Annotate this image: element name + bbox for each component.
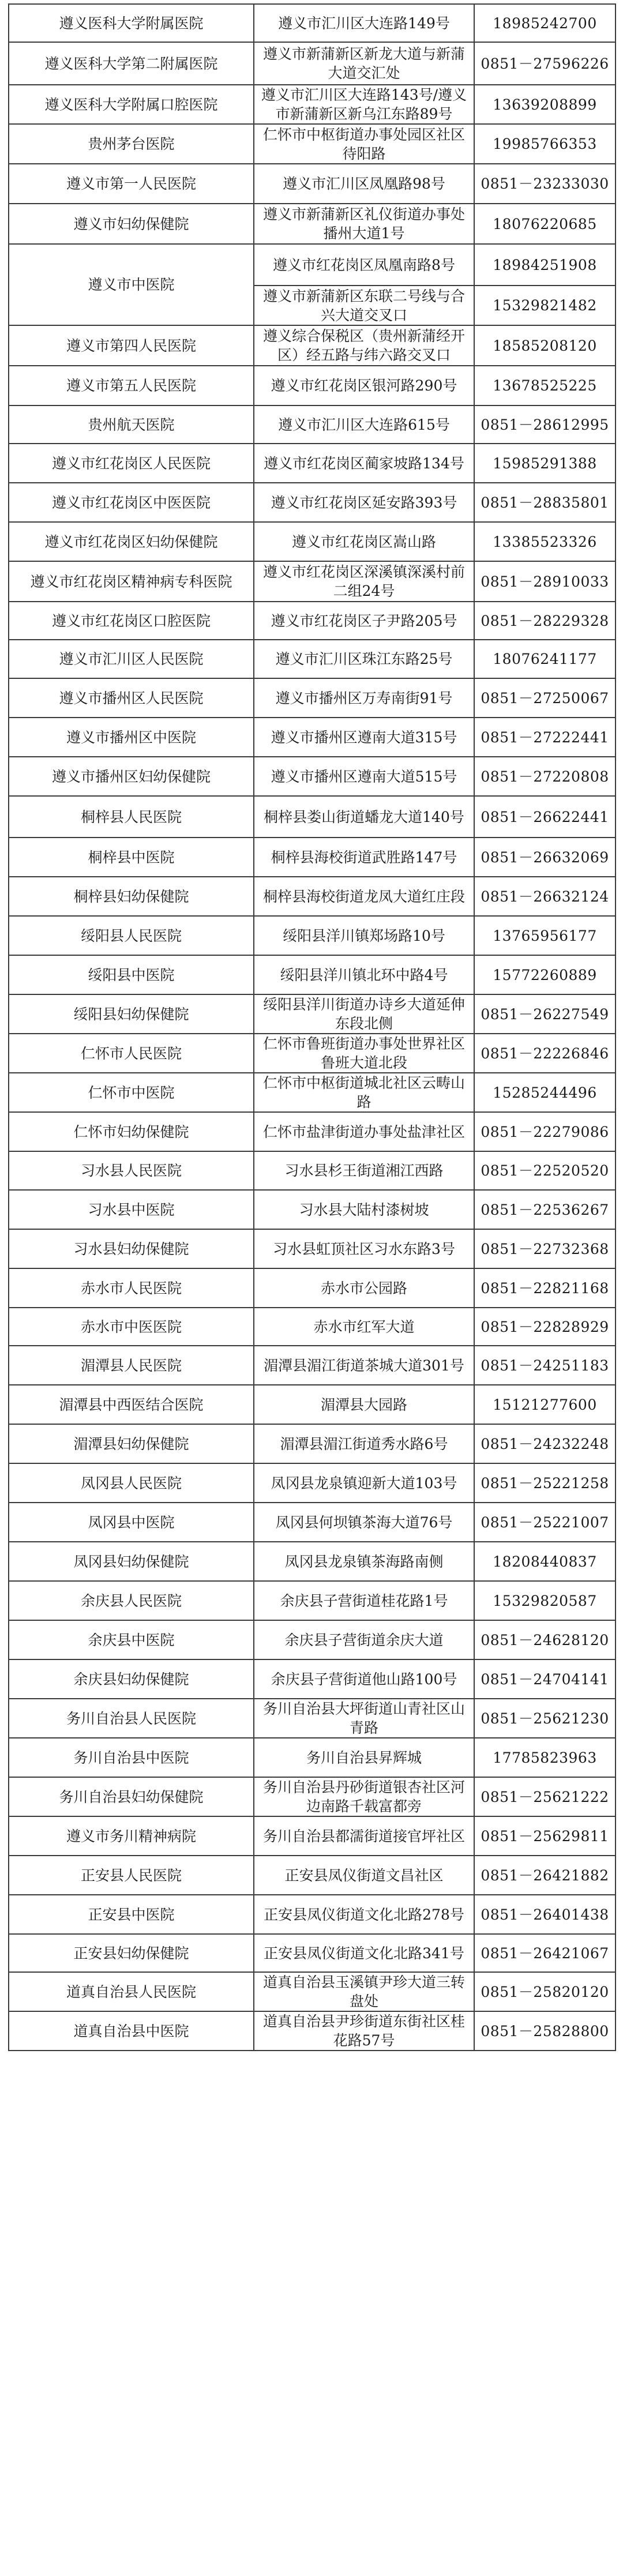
phone-cell: 0851－28612995 — [474, 405, 616, 444]
address-cell: 习水县虹顶社区习水东路3号 — [254, 1229, 474, 1268]
table-row — [9, 1385, 616, 1424]
phone-cell: 0851－26421067 — [474, 1934, 616, 1972]
address-cell: 仁怀市中枢街道城北社区云畴山路 — [254, 1073, 474, 1112]
address-cell: 遵义市播州区万寿南街91号 — [254, 678, 474, 718]
table-row — [9, 1581, 616, 1620]
table-row — [9, 1346, 616, 1385]
table-row — [9, 1151, 616, 1190]
hospital-name-cell: 遵义市第四人民医院 — [9, 325, 254, 366]
phone-cell: 13385523326 — [474, 522, 616, 561]
phone-cell: 15329820587 — [474, 1581, 616, 1620]
hospital-name-cell: 遵义市红花岗区精神病专科医院 — [9, 561, 254, 602]
table-row — [9, 640, 616, 678]
phone-cell: 0851－24704141 — [474, 1659, 616, 1699]
address-cell: 遵义市红花岗区蔺家坡路134号 — [254, 444, 474, 483]
table-row — [9, 4, 616, 42]
table-row — [9, 1972, 616, 2011]
table-row — [9, 1073, 616, 1112]
hospital-name-cell: 绥阳县妇幼保健院 — [9, 994, 254, 1034]
table-row — [9, 718, 616, 757]
hospital-name-cell: 正安县人民医院 — [9, 1856, 254, 1895]
address-cell: 桐梓县海校街道龙凤大道红庄段 — [254, 877, 474, 916]
phone-cell: 15329821482 — [474, 286, 616, 325]
phone-cell: 0851－22821168 — [474, 1268, 616, 1308]
table-row — [9, 85, 616, 124]
phone-cell: 0851－28229328 — [474, 602, 616, 640]
address-cell: 务川自治县大坪街道山青社区山青路 — [254, 1699, 474, 1738]
phone-cell: 15121277600 — [474, 1385, 616, 1424]
table-row — [9, 1856, 616, 1895]
address-cell: 桐梓县海校街道武胜路147号 — [254, 838, 474, 877]
phone-cell: 13765956177 — [474, 916, 616, 955]
phone-cell: 0851－24232248 — [474, 1424, 616, 1463]
table-row — [9, 1659, 616, 1699]
hospital-name-cell: 务川自治县妇幼保健院 — [9, 1777, 254, 1816]
phone-cell: 0851－26632069 — [474, 838, 616, 877]
table-row — [9, 1034, 616, 1073]
address-cell: 凤冈县龙泉镇茶海路南侧 — [254, 1542, 474, 1581]
phone-cell: 0851－26622441 — [474, 796, 616, 838]
phone-cell: 15285244496 — [474, 1073, 616, 1112]
address-cell: 务川自治县都濡街道接官坪社区 — [254, 1816, 474, 1856]
hospital-name-cell: 凤冈县中医院 — [9, 1503, 254, 1542]
address-cell: 遵义市汇川区珠江东路25号 — [254, 640, 474, 678]
address-cell: 仁怀市中枢街道办事处园区社区待阳路 — [254, 124, 474, 164]
address-cell: 习水县大陆村漆树坡 — [254, 1190, 474, 1229]
hospital-name-cell: 遵义市第五人民医院 — [9, 366, 254, 405]
address-cell: 遵义市红花岗区深溪镇深溪村前二组24号 — [254, 561, 474, 602]
hospital-name-cell: 遵义市妇幼保健院 — [9, 204, 254, 244]
table-row — [9, 916, 616, 955]
hospital-name-cell: 遵义医科大学附属医院 — [9, 4, 254, 42]
table-row — [9, 1816, 616, 1856]
hospital-name-cell: 桐梓县妇幼保健院 — [9, 877, 254, 916]
table-row — [9, 678, 616, 718]
address-cell: 遵义市播州区遵南大道515号 — [254, 757, 474, 796]
phone-cell: 15985291388 — [474, 444, 616, 483]
address-cell: 遵义市红花岗区银河路290号 — [254, 366, 474, 405]
phone-cell: 0851－22520520 — [474, 1151, 616, 1190]
phone-cell: 0851－25629811 — [474, 1816, 616, 1856]
hospital-name-cell: 绥阳县中医院 — [9, 955, 254, 994]
address-cell: 湄潭县大园路 — [254, 1385, 474, 1424]
table-row — [9, 994, 616, 1034]
phone-cell: 13639208899 — [474, 85, 616, 124]
address-cell: 正安县凤仪街道文昌社区 — [254, 1856, 474, 1895]
address-cell: 遵义市红花岗区子尹路205号 — [254, 602, 474, 640]
address-cell: 余庆县子营街道桂花路1号 — [254, 1581, 474, 1620]
phone-cell: 0851－27222441 — [474, 718, 616, 757]
table-row — [9, 1112, 616, 1151]
hospital-name-cell: 遵义市播州区人民医院 — [9, 678, 254, 718]
hospital-name-cell: 绥阳县人民医院 — [9, 916, 254, 955]
hospital-name-cell: 正安县妇幼保健院 — [9, 1934, 254, 1972]
hospital-name-cell: 凤冈县人民医院 — [9, 1463, 254, 1503]
address-cell: 遵义综合保税区（贵州新蒲经开区）经五路与纬六路交叉口 — [254, 325, 474, 366]
address-cell: 务川自治县昇辉城 — [254, 1738, 474, 1777]
hospital-name-cell: 余庆县妇幼保健院 — [9, 1659, 254, 1699]
phone-cell: 0851－25820120 — [474, 1972, 616, 2011]
hospital-name-cell: 桐梓县中医院 — [9, 838, 254, 877]
address-cell: 绥阳县洋川镇北环中路4号 — [254, 955, 474, 994]
table-row — [9, 522, 616, 561]
table-row — [9, 2011, 616, 2051]
hospital-name-cell: 遵义医科大学第二附属医院 — [9, 42, 254, 85]
phone-cell: 0851－25828800 — [474, 2011, 616, 2051]
address-cell: 务川自治县丹砂街道银杏社区河边南路千载富都旁 — [254, 1777, 474, 1816]
hospital-name-cell: 正安县中医院 — [9, 1895, 254, 1934]
address-cell: 遵义市红花岗区嵩山路 — [254, 522, 474, 561]
table-row — [9, 483, 616, 522]
table-row — [9, 444, 616, 483]
table-row — [9, 838, 616, 877]
address-cell: 遵义市红花岗区延安路393号 — [254, 483, 474, 522]
phone-cell: 0851－26632124 — [474, 877, 616, 916]
hospital-name-cell: 务川自治县人民医院 — [9, 1699, 254, 1738]
address-cell: 凤冈县何坝镇茶海大道76号 — [254, 1503, 474, 1542]
hospital-name-cell: 习水县妇幼保健院 — [9, 1229, 254, 1268]
address-cell: 遵义市汇川区大连路615号 — [254, 405, 474, 444]
hospital-name-cell: 遵义医科大学附属口腔医院 — [9, 85, 254, 124]
phone-cell: 0851－27250067 — [474, 678, 616, 718]
address-cell: 仁怀市鲁班街道办事处世界社区鲁班大道北段 — [254, 1034, 474, 1073]
phone-cell: 0851－22279086 — [474, 1112, 616, 1151]
address-cell: 余庆县子营街道他山路100号 — [254, 1659, 474, 1699]
table-row — [9, 204, 616, 244]
table-row — [9, 42, 616, 85]
hospital-name-cell: 仁怀市妇幼保健院 — [9, 1112, 254, 1151]
hospital-table-body — [9, 4, 616, 2051]
hospital-name-cell: 务川自治县中医院 — [9, 1738, 254, 1777]
hospital-name-cell: 遵义市务川精神病院 — [9, 1816, 254, 1856]
table-row — [9, 1699, 616, 1738]
address-cell: 正安县凤仪街道文化北路278号 — [254, 1895, 474, 1934]
hospital-name-cell: 余庆县中医院 — [9, 1620, 254, 1659]
address-cell: 习水县杉王街道湘江西路 — [254, 1151, 474, 1190]
hospital-name-cell: 遵义市汇川区人民医院 — [9, 640, 254, 678]
hospital-name-cell: 遵义市第一人民医院 — [9, 164, 254, 204]
phone-cell: 0851－24251183 — [474, 1346, 616, 1385]
table-row — [9, 405, 616, 444]
table-row — [9, 1229, 616, 1268]
address-cell: 凤冈县龙泉镇迎新大道103号 — [254, 1463, 474, 1503]
hospital-name-cell: 赤水市人民医院 — [9, 1268, 254, 1308]
table-row — [9, 1503, 616, 1542]
phone-cell: 0851－25221258 — [474, 1463, 616, 1503]
address-cell: 遵义市红花岗区凤凰南路8号 — [254, 244, 474, 286]
phone-cell: 0851－24628120 — [474, 1620, 616, 1659]
hospital-name-cell: 遵义市红花岗区口腔医院 — [9, 602, 254, 640]
phone-cell: 19985766353 — [474, 124, 616, 164]
hospital-name-cell: 道真自治县人民医院 — [9, 1972, 254, 2011]
table-row — [9, 955, 616, 994]
phone-cell: 17785823963 — [474, 1738, 616, 1777]
phone-cell: 18076220685 — [474, 204, 616, 244]
table-row — [9, 325, 616, 366]
hospital-name-cell: 道真自治县中医院 — [9, 2011, 254, 2051]
phone-cell: 0851－26401438 — [474, 1895, 616, 1934]
hospital-name-cell: 贵州茅台医院 — [9, 124, 254, 164]
table-row — [9, 164, 616, 204]
address-cell: 道真自治县玉溪镇尹珍大道三转盘处 — [254, 1972, 474, 2011]
phone-cell: 0851－25621230 — [474, 1699, 616, 1738]
phone-cell: 0851－25621222 — [474, 1777, 616, 1816]
address-cell: 遵义市汇川区大连路143号/遵义市新蒲新区新乌江东路89号 — [254, 85, 474, 124]
phone-cell: 18076241177 — [474, 640, 616, 678]
phone-cell: 18985242700 — [474, 4, 616, 42]
table-row — [9, 1268, 616, 1308]
hospital-table — [8, 3, 616, 2051]
table-row — [9, 757, 616, 796]
address-cell: 遵义市汇川区凤凰路98号 — [254, 164, 474, 204]
hospital-name-cell: 湄潭县人民医院 — [9, 1346, 254, 1385]
table-row — [9, 561, 616, 602]
phone-cell: 18585208120 — [474, 325, 616, 366]
hospital-name-cell: 遵义市播州区中医院 — [9, 718, 254, 757]
hospital-name-cell: 湄潭县中西医结合医院 — [9, 1385, 254, 1424]
address-cell: 赤水市公园路 — [254, 1268, 474, 1308]
hospital-name-cell: 桐梓县人民医院 — [9, 796, 254, 838]
phone-cell: 0851－22536267 — [474, 1190, 616, 1229]
table-row — [9, 1620, 616, 1659]
address-cell: 绥阳县洋川镇郑场路10号 — [254, 916, 474, 955]
table-row — [9, 366, 616, 405]
phone-cell: 0851－28910033 — [474, 561, 616, 602]
phone-cell: 0851－22226846 — [474, 1034, 616, 1073]
address-cell: 遵义市新蒲新区东联二号线与合兴大道交叉口 — [254, 286, 474, 325]
phone-cell: 0851－27220808 — [474, 757, 616, 796]
table-row — [9, 244, 616, 286]
table-row — [9, 877, 616, 916]
address-cell: 绥阳县洋川街道办诗乡大道延伸东段北侧 — [254, 994, 474, 1034]
phone-cell: 13678525225 — [474, 366, 616, 405]
hospital-name-cell: 凤冈县妇幼保健院 — [9, 1542, 254, 1581]
hospital-name-cell: 仁怀市中医院 — [9, 1073, 254, 1112]
address-cell: 赤水市红军大道 — [254, 1308, 474, 1346]
address-cell: 正安县凤仪街道文化北路341号 — [254, 1934, 474, 1972]
hospital-name-cell: 习水县中医院 — [9, 1190, 254, 1229]
hospital-name-cell: 遵义市红花岗区妇幼保健院 — [9, 522, 254, 561]
address-cell: 湄潭县湄江街道秀水路6号 — [254, 1424, 474, 1463]
hospital-name-cell: 湄潭县妇幼保健院 — [9, 1424, 254, 1463]
phone-cell: 18208440837 — [474, 1542, 616, 1581]
table-row — [9, 124, 616, 164]
table-row — [9, 1934, 616, 1972]
address-cell: 道真自治县尹珍街道东街社区桂花路57号 — [254, 2011, 474, 2051]
phone-cell: 0851－27596226 — [474, 42, 616, 85]
address-cell: 遵义市新蒲新区新龙大道与新蒲大道交汇处 — [254, 42, 474, 85]
table-row — [9, 1777, 616, 1816]
phone-cell: 0851－28835801 — [474, 483, 616, 522]
phone-cell: 0851－23233030 — [474, 164, 616, 204]
hospital-name-cell: 遵义市中医院 — [9, 244, 254, 325]
hospital-name-cell: 遵义市红花岗区人民医院 — [9, 444, 254, 483]
table-row — [9, 1424, 616, 1463]
address-cell: 遵义市新蒲新区礼仪街道办事处播州大道1号 — [254, 204, 474, 244]
address-cell: 遵义市播州区遵南大道315号 — [254, 718, 474, 757]
table-row — [9, 1190, 616, 1229]
table-row — [9, 1308, 616, 1346]
table-row — [9, 1895, 616, 1934]
table-row — [9, 1463, 616, 1503]
table-row — [9, 602, 616, 640]
hospital-name-cell: 仁怀市人民医院 — [9, 1034, 254, 1073]
address-cell: 桐梓县娄山街道蟠龙大道140号 — [254, 796, 474, 838]
hospital-name-cell: 赤水市中医医院 — [9, 1308, 254, 1346]
hospital-name-cell: 余庆县人民医院 — [9, 1581, 254, 1620]
table-row — [9, 796, 616, 838]
table-row — [9, 1542, 616, 1581]
address-cell: 仁怀市盐津街道办事处盐津社区 — [254, 1112, 474, 1151]
address-cell: 余庆县子营街道余庆大道 — [254, 1620, 474, 1659]
table-row — [9, 1738, 616, 1777]
hospital-name-cell: 遵义市红花岗区中医医院 — [9, 483, 254, 522]
phone-cell: 0851－22828929 — [474, 1308, 616, 1346]
hospital-name-cell: 习水县人民医院 — [9, 1151, 254, 1190]
phone-cell: 0851－22732368 — [474, 1229, 616, 1268]
phone-cell: 18984251908 — [474, 244, 616, 286]
hospital-name-cell: 贵州航天医院 — [9, 405, 254, 444]
phone-cell: 15772260889 — [474, 955, 616, 994]
phone-cell: 0851－26421882 — [474, 1856, 616, 1895]
phone-cell: 0851－25221007 — [474, 1503, 616, 1542]
phone-cell: 0851－26227549 — [474, 994, 616, 1034]
address-cell: 遵义市汇川区大连路149号 — [254, 4, 474, 42]
hospital-name-cell: 遵义市播州区妇幼保健院 — [9, 757, 254, 796]
address-cell: 湄潭县湄江街道茶城大道301号 — [254, 1346, 474, 1385]
